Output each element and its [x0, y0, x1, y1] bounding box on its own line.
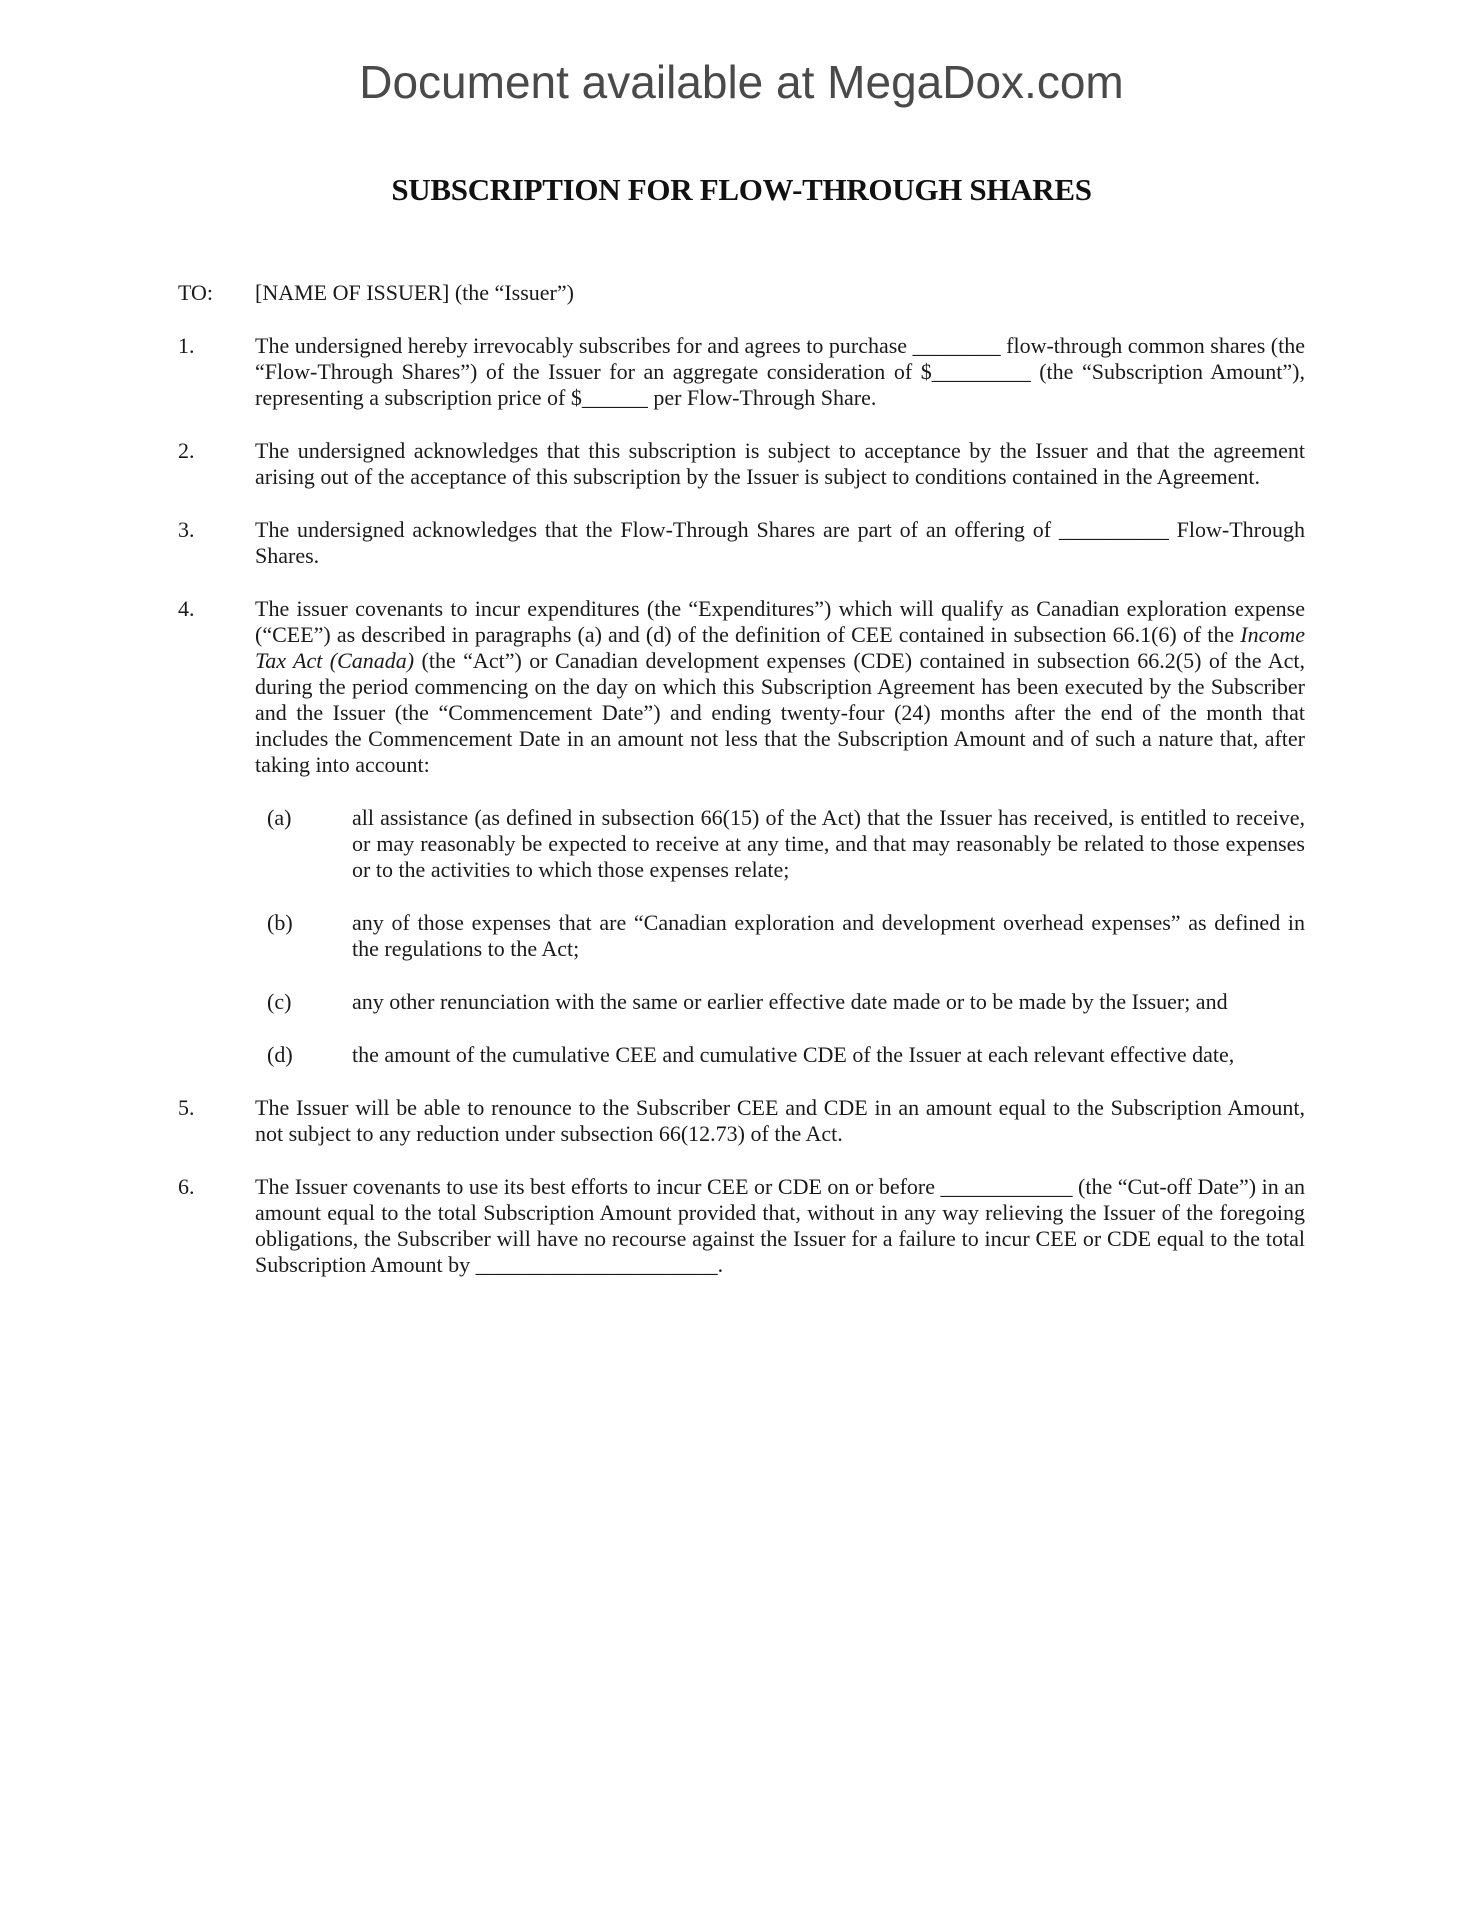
subparagraph-label: (a) [267, 805, 292, 830]
paragraph-3 [178, 517, 1305, 569]
paragraph-number: 5. [178, 1095, 195, 1120]
subparagraph-label: (d) [267, 1042, 293, 1067]
statute-name-italic: Income Tax Act (Canada) [255, 622, 1305, 673]
document-title: SUBSCRIPTION FOR FLOW-THROUGH SHARES [391, 172, 1092, 207]
paragraph-4 [178, 596, 1305, 778]
to-label: TO: [178, 280, 214, 305]
subparagraph-text: all assistance (as defined in subsection 66(15) of the Act) that the Issuer has received, is entitled to receive, or may reasonably be expected to receive at any time, and that may reasonably be related to those expenses or to the activities to which those expenses relate; [352, 805, 1305, 882]
to-line [178, 280, 1305, 306]
paragraph-text: The Issuer covenants to use its best efforts to incur CEE or CDE on or before ____________ (the “Cut-off Date”) in an amount equal to the total Subscription Amount provided that, without in any way relieving the Issuer of the foregoing obligations, the Subscriber will have no recourse against the Issuer for a failure to incur CEE or CDE equal to the total Subscription Amount by ______________________. [255, 1174, 1305, 1277]
subparagraph-label: (c) [267, 989, 292, 1014]
subparagraph-d [267, 1042, 1305, 1068]
paragraph-text: The undersigned acknowledges that the Flow-Through Shares are part of an offering of __________ Flow-Through Shares. [255, 517, 1305, 568]
document-body [0, 280, 1483, 1278]
subparagraph-text: any other renunciation with the same or earlier effective date made or to be made by the Issuer; and [352, 989, 1228, 1014]
paragraph-text-segment: The issuer covenants to incur expenditures (the “Expenditures”) which will qualify as Canadian exploration expense (“CEE”) as described in paragraphs (a) and (d) of the definition of CEE contained in subsection 66.1(6) of the [255, 596, 1305, 647]
paragraph-6 [178, 1174, 1305, 1278]
watermark-text: Document available at MegaDox.com [359, 56, 1124, 108]
subparagraph-label: (b) [267, 910, 293, 935]
paragraph-2 [178, 438, 1305, 490]
paragraph-number: 4. [178, 596, 195, 621]
to-value: [NAME OF ISSUER] (the “Issuer”) [255, 280, 574, 305]
paragraph-number: 3. [178, 517, 195, 542]
paragraph-1 [178, 333, 1305, 411]
paragraph-text [255, 596, 1305, 778]
paragraph-number: 6. [178, 1174, 195, 1199]
paragraph-number: 2. [178, 438, 195, 463]
paragraph-text: The Issuer will be able to renounce to the Subscriber CEE and CDE in an amount equal to the Subscription Amount, not subject to any reduction under subsection 66(12.73) of the Act. [255, 1095, 1305, 1146]
paragraph-text: The undersigned acknowledges that this subscription is subject to acceptance by the Issuer and that the agreement arising out of the acceptance of this subscription by the Issuer is subject to conditions contained in the Agreement. [255, 438, 1305, 489]
subparagraph-c [267, 989, 1305, 1015]
subparagraph-text: the amount of the cumulative CEE and cumulative CDE of the Issuer at each relevant effective date, [352, 1042, 1235, 1067]
paragraph-5 [178, 1095, 1305, 1147]
paragraph-number: 1. [178, 333, 195, 358]
subparagraph-b [267, 910, 1305, 962]
paragraph-text-segment: (the “Act”) or Canadian development expenses (CDE) contained in subsection 66.2(5) of the Act, during the period commencing on the day on which this Subscription Agreement has been executed by the Subscriber and the Issuer (the “Commencement Date”) and ending twenty-four (24) months after the end of the month that includes the Commencement Date in an amount not less that the Subscription Amount and of such a nature that, after taking into account: [255, 648, 1305, 777]
subparagraph-a [267, 805, 1305, 883]
subparagraph-text: any of those expenses that are “Canadian exploration and development overhead expenses” as defined in the regulations to the Act; [352, 910, 1305, 961]
paragraph-text: The undersigned hereby irrevocably subscribes for and agrees to purchase ________ flow-through common shares (the “Flow-Through Shares”) of the Issuer for an aggregate consideration of $_________ (the “Subscription Amount”), representing a subscription price of $______ per Flow-Through Share. [255, 333, 1305, 410]
